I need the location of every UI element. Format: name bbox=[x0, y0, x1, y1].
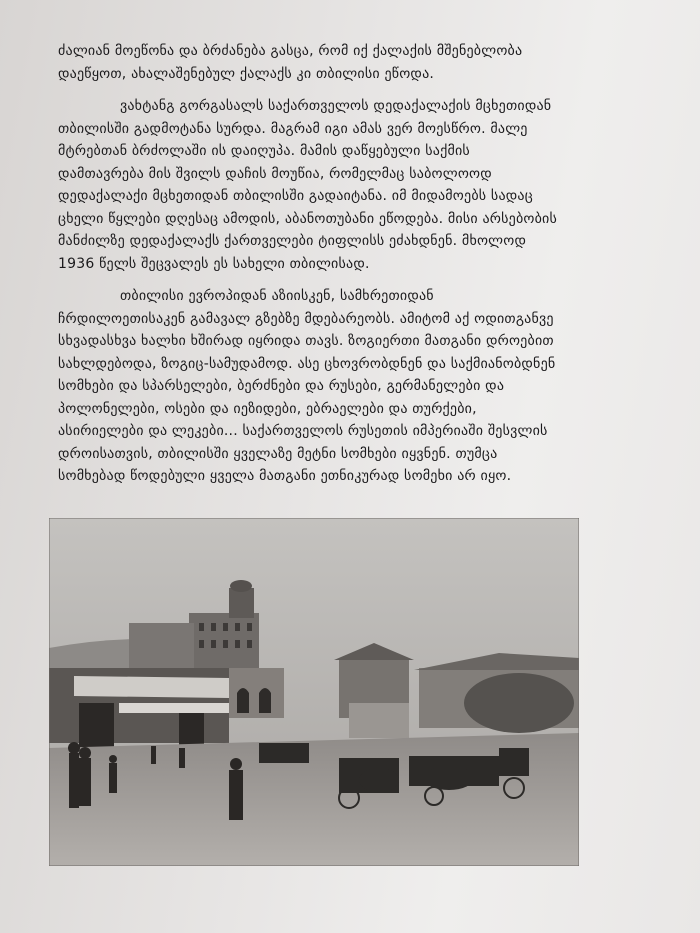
text-line: სომხებად წოდებული ყველა მათგანი ეთნიკურად სომეხი არ იყო. bbox=[58, 468, 512, 484]
historical-photo bbox=[49, 518, 579, 866]
text-line: ასირიელები და ლეკები... საქართველოს რუსეთის იმპერიაში შესვლის bbox=[58, 423, 548, 439]
text-line: დამთავრება მის შვილს დაჩის მოუწია, რომელმაც საბოლოოდ bbox=[58, 165, 492, 182]
text-line: ცხელი წყლები დღესაც ამოდის, აბანოთუბანი ეწოდება. მისი არსებობის bbox=[58, 210, 558, 227]
text-line: დედაქალაქი მცხეთიდან თბილისში გადაიტანა. იმ მიდამოებს სადაც bbox=[58, 188, 533, 204]
paragraph-3 bbox=[58, 285, 648, 488]
text-line: ჩრდილოეთისაკენ გამავალ გზებზე მდებარეობს. ამიტომ აქ ოდითგანვე bbox=[58, 310, 554, 327]
paragraph-1 bbox=[58, 40, 648, 85]
text-line: სხვადასხვა ხალხი ხშირად იყრიდა თავს. ზოგიერთი მათგანი დროებით bbox=[58, 333, 554, 349]
text-line: პოლონელები, ოსები და იეზიდები, ებრაელები და თურქები, bbox=[58, 400, 477, 417]
text-line: მანძილზე დედაქალაქს ქართველები ტიფლისს ეძახდნენ. მხოლოდ bbox=[58, 233, 527, 249]
text-line: ძალიან მოეწონა და ბრძანება გასცა, რომ იქ ქალაქის მშენებლობა bbox=[58, 43, 523, 59]
text-line: თბილისში გადმოტანა სურდა. მაგრამ იგი ამას ვერ მოესწრო. მალე bbox=[58, 120, 528, 137]
text-line: სომხები და სპარსელები, ბერძნები და რუსები, გერმანელები და bbox=[58, 378, 505, 394]
text-line: სახლდებოდა, ზოგიც-სამუდამოდ. ასე ცხოვრობდნენ და საქმიანობდნენ bbox=[58, 355, 556, 372]
text-line: დაეწყოთ, ახალაშენებულ ქალაქს კი თბილისი ეწოდა. bbox=[58, 65, 435, 82]
paragraph-2 bbox=[58, 95, 648, 275]
text-body bbox=[58, 40, 648, 498]
text-line: მტრებთან ბრძოლაში ის დაიღუპა. მამის დაწყებული საქმის bbox=[58, 143, 470, 159]
text-line: დროისათვის, თბილისში ყველაზე მეტნი სომხები იყვნენ. თუმცა bbox=[58, 445, 498, 462]
text-line: 1936 წელს შეცვალეს ეს სახელი თბილისად. bbox=[58, 255, 370, 272]
street-scene-illustration bbox=[49, 518, 579, 866]
text-line: ვახტანგ გორგასალს საქართველოს დედაქალაქის მცხეთიდან bbox=[120, 98, 552, 114]
text-line: თბილისი ევროპიდან აზიისკენ, სამხრეთიდან bbox=[120, 288, 434, 304]
